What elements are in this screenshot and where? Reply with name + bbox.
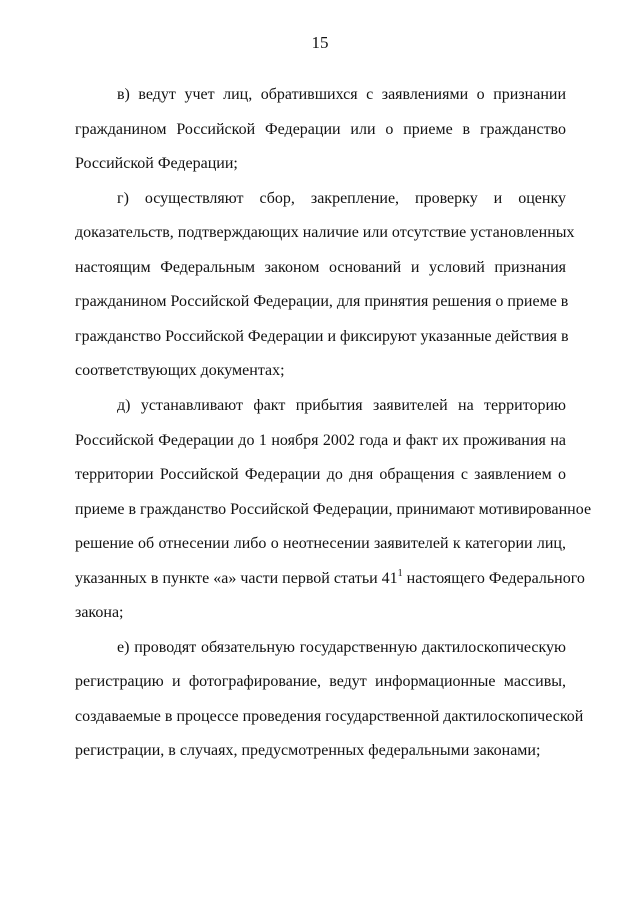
text-segment: настоящего Федерального: [402, 570, 585, 587]
text-line: создаваемые в процессе проведения государственной дактилоскопической: [75, 708, 584, 725]
text-line: территории Российской Федерации до дня обращения с заявлением о: [75, 466, 566, 483]
text-line: приеме в гражданство Российской Федерации, принимают мотивированное: [75, 501, 592, 518]
text-line: закона;: [75, 604, 124, 621]
text-line: гражданином Российской Федерации или о приеме в гражданство: [75, 121, 566, 138]
text-line: настоящим Федеральным законом оснований и условий признания: [75, 259, 566, 276]
text-line: Российской Федерации до 1 ноября 2002 года и факт их проживания на: [75, 432, 566, 449]
text-line: доказательств, подтверждающих наличие или отсутствие установленных: [75, 224, 575, 241]
text-line: регистрации, в случаях, предусмотренных федеральными законами;: [75, 742, 541, 759]
text-segment: указанных в пункте «а» части первой статьи 41: [75, 570, 398, 587]
text-line: соответствующих документах;: [75, 362, 285, 379]
text-line-with-footnote: [75, 569, 585, 589]
text-line: регистрацию и фотографирование, ведут информационные массивы,: [75, 673, 566, 690]
text-line: е) проводят обязательную государственную дактилоскопическую: [117, 639, 566, 656]
text-line: в) ведут учет лиц, обратившихся с заявлениями о признании: [117, 86, 566, 103]
text-line: гражданином Российской Федерации, для принятия решения о приеме в: [75, 293, 569, 310]
text-line: Российской Федерации;: [75, 155, 238, 172]
superscript-footnote: 1: [397, 568, 403, 579]
page-number: 15: [311, 33, 329, 52]
text-line: д) устанавливают факт прибытия заявителей на территорию: [117, 397, 566, 414]
text-line: г) осуществляют сбор, закрепление, проверку и оценку: [117, 190, 566, 207]
text-line: решение об отнесении либо о неотнесении заявителей к категории лиц,: [75, 535, 566, 552]
text-line: гражданство Российской Федерации и фиксируют указанные действия в: [75, 328, 569, 345]
